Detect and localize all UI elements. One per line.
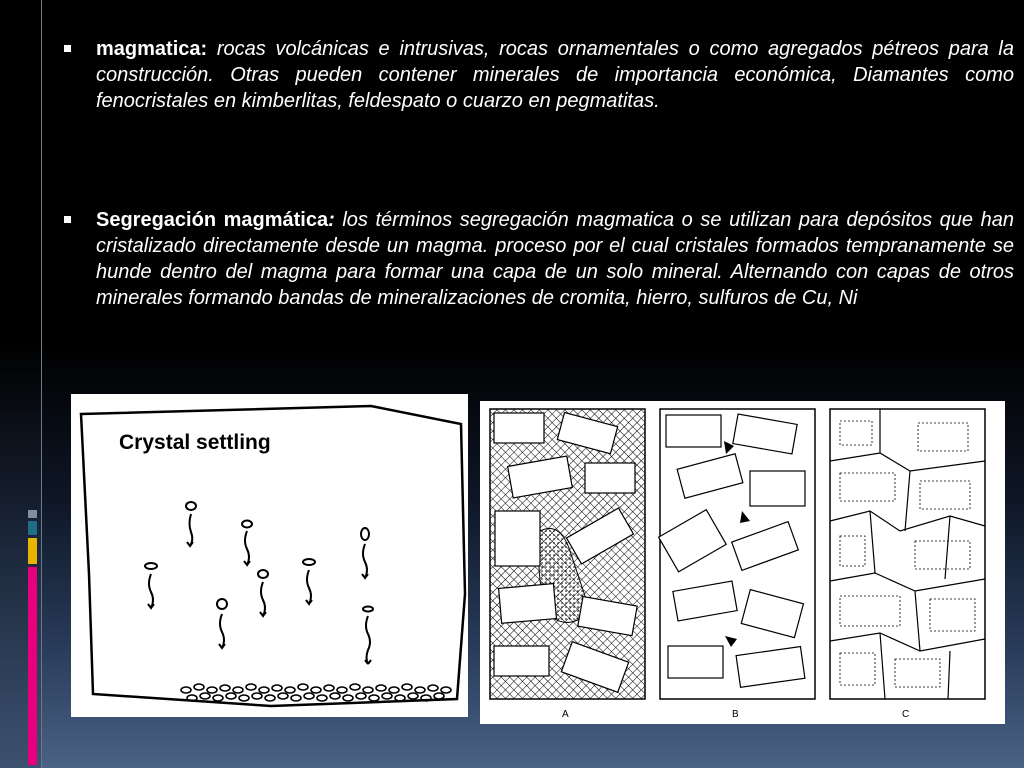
bullet-segregacion (64, 207, 1014, 311)
crystal-settling-drawing (71, 394, 468, 717)
panel-label-b: B (732, 709, 739, 720)
bullet-colon: : (328, 209, 335, 231)
panel-c (830, 409, 985, 720)
bullet-text (96, 207, 1014, 311)
crystal-settling-figure (71, 394, 468, 717)
bullet-term: magmatica: (96, 38, 208, 60)
accent-bar-yellow (28, 538, 37, 564)
panel-b (659, 409, 815, 720)
settling-crystals (145, 502, 373, 664)
accent-bar-pink (28, 567, 37, 765)
accent-bar-gray (28, 510, 37, 518)
cumulate-textures-figure (480, 401, 1005, 724)
bullet-term: Segregación magmática (96, 209, 329, 231)
bullet-body: los términos segregación magmatica o se utilizan para depósitos que han cristalizado directamente desde un magma. proceso por el cual cristales formados tempranamente se hunde dentro del magma para formar una capa de un solo mineral. Alternando con capas de otros minerales formando bandas de mineralizaciones de cromita, hierro, sulfuros de Cu, Ni (96, 209, 1014, 309)
panel-label-c: C (902, 709, 910, 720)
figure-title: Crystal settling (119, 431, 271, 454)
accent-bar-teal (28, 521, 37, 535)
bullet-magmatica (64, 36, 1014, 114)
crystal-layer (181, 684, 451, 701)
square-bullet-icon (64, 216, 71, 223)
sidebar-divider-line (41, 0, 42, 768)
bullet-text (96, 36, 1014, 114)
square-bullet-icon (64, 45, 71, 52)
bullet-body: rocas volcánicas e intrusivas, rocas ornamentales o como agregados pétreos para la construcción. Otras pueden contener minerales de importancia económica, Diamantes como fenocristales en kimberlitas, feldespato o cuarzo en pegmatitas. (96, 38, 1014, 112)
panel-a (490, 409, 645, 720)
textures-drawing (480, 401, 1005, 724)
panel-label-a: A (562, 709, 569, 720)
